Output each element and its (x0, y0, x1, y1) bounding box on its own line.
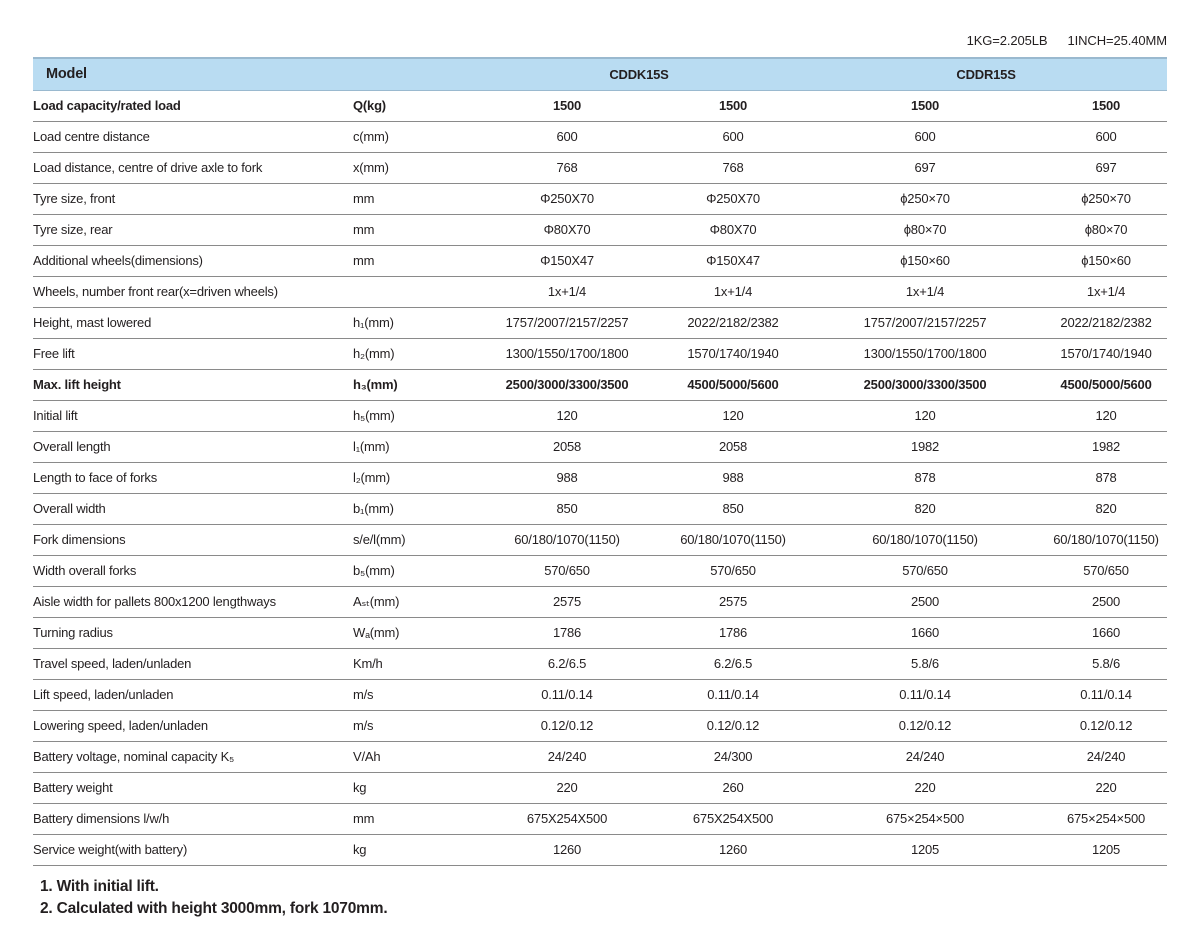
spec-name: Turning radius (33, 625, 113, 640)
spec-value: 260 (722, 780, 744, 795)
table-row (33, 338, 1167, 369)
spec-value: 1500 (1091, 98, 1121, 113)
model-header-cddk15s: CDDK15S (473, 58, 805, 90)
spec-name: Length to face of forks (33, 470, 158, 485)
spec-name: Load capacity/rated load (33, 98, 181, 113)
spec-unit: Q(kg) (353, 98, 386, 113)
unit-header (353, 58, 473, 90)
spec-unit: Aₛₜ(mm) (353, 593, 400, 609)
spec-value: 120 (722, 408, 744, 423)
spec-name: Wheels, number front rear(x=driven wheels) (33, 284, 278, 299)
table-row (33, 307, 1167, 338)
spec-unit: kg (353, 842, 367, 857)
table-row (33, 617, 1167, 648)
table-row (33, 90, 1167, 121)
spec-name: Tyre size, rear (33, 222, 113, 237)
spec-value: 2500 (1091, 594, 1121, 609)
spec-value: 2500/3000/3300/3500 (505, 377, 629, 392)
table-row (33, 276, 1167, 307)
spec-name: Width overall forks (33, 563, 137, 578)
spec-value: 0.11/0.14 (541, 687, 593, 702)
spec-value: 1500 (910, 98, 940, 113)
spec-value: 120 (556, 408, 578, 423)
footnotes (40, 876, 387, 920)
spec-value: 675×254×500 (1066, 811, 1146, 826)
spec-value: 768 (556, 160, 578, 175)
spec-value: 2575 (718, 594, 748, 609)
spec-value: 0.11/0.14 (899, 687, 951, 702)
spec-unit: Wₐ(mm) (353, 625, 400, 640)
spec-name: Lift speed, laden/unladen (33, 687, 174, 702)
spec-value: 675×254×500 (885, 811, 965, 826)
spec-value: Φ250X70 (540, 191, 594, 206)
spec-value: 220 (1095, 780, 1117, 795)
spec-value: 570/650 (902, 563, 948, 578)
spec-unit: mm (353, 253, 375, 268)
spec-value: ϕ150×60 (1081, 253, 1131, 268)
spec-value: 120 (914, 408, 936, 423)
spec-value: 24/240 (1086, 749, 1126, 764)
spec-value: 1x+1/4 (905, 284, 945, 299)
spec-unit: kg (353, 780, 367, 795)
spec-unit: h₅(mm) (353, 408, 395, 423)
spec-value: 850 (556, 501, 578, 516)
spec-value: 24/300 (713, 749, 753, 764)
spec-unit: l₁(mm) (353, 439, 390, 454)
spec-value: 24/240 (905, 749, 945, 764)
spec-unit: V/Ah (353, 749, 381, 764)
spec-name: Tyre size, front (33, 191, 116, 206)
spec-value: ϕ150×60 (900, 253, 950, 268)
spec-value: 0.12/0.12 (540, 718, 594, 733)
table-row (33, 648, 1167, 679)
spec-value: 1x+1/4 (547, 284, 587, 299)
spec-name: Additional wheels(dimensions) (33, 253, 203, 268)
spec-unit: h₁(mm) (353, 315, 394, 330)
spec-value: 1260 (718, 842, 748, 857)
spec-value: 5.8/6 (911, 656, 939, 671)
spec-value: 988 (722, 470, 744, 485)
table-row (33, 121, 1167, 152)
spec-value: 2500/3000/3300/3500 (863, 377, 987, 392)
table-row (33, 462, 1167, 493)
spec-value: 570/650 (1083, 563, 1129, 578)
spec-value: 600 (1095, 129, 1117, 144)
footnote: 2. Calculated with height 3000mm, fork 1070mm. (40, 900, 388, 917)
spec-value: 120 (1095, 408, 1117, 423)
spec-value: 850 (722, 501, 744, 516)
spec-value: 675X254X500 (692, 811, 774, 826)
spec-name: Service weight(with battery) (33, 842, 188, 857)
spec-value: 0.12/0.12 (1079, 718, 1133, 733)
spec-value: 1570/1740/1940 (1060, 346, 1152, 361)
spec-name: Free lift (33, 346, 75, 361)
spec-name: Fork dimensions (33, 532, 126, 547)
table-row (33, 183, 1167, 214)
spec-value: 675X254X500 (526, 811, 608, 826)
spec-name: Travel speed, laden/unladen (33, 656, 192, 671)
spec-value: 6.2/6.5 (547, 656, 587, 671)
spec-unit: b₅(mm) (353, 563, 395, 578)
spec-name: Max. lift height (33, 377, 121, 392)
specification-table (33, 57, 1167, 866)
spec-value: 697 (1095, 160, 1117, 175)
spec-value: 1x+1/4 (1086, 284, 1126, 299)
spec-value: 2022/2182/2382 (1060, 315, 1152, 330)
spec-unit: h₂(mm) (353, 346, 395, 361)
spec-value: 988 (556, 470, 578, 485)
spec-value: 0.11/0.14 (1080, 687, 1132, 702)
spec-value: 1500 (718, 98, 748, 113)
spec-unit: c(mm) (353, 129, 389, 144)
spec-value: 1300/1550/1700/1800 (863, 346, 987, 361)
spec-value: 1982 (910, 439, 940, 454)
footnote: 1. With initial lift. (40, 878, 159, 895)
spec-name: Load centre distance (33, 129, 150, 144)
table-row (33, 152, 1167, 183)
spec-value: Φ80X70 (709, 222, 757, 237)
spec-value: 60/180/1070(1150) (1053, 532, 1159, 547)
table-row (33, 214, 1167, 245)
spec-value: 1786 (718, 625, 748, 640)
specification-rows (33, 90, 1167, 865)
table-row (33, 586, 1167, 617)
spec-value: Φ150X47 (706, 253, 760, 268)
model-header-label: Model (33, 58, 353, 90)
table-row (33, 555, 1167, 586)
spec-value: 60/180/1070(1150) (514, 532, 620, 547)
spec-value: 1260 (552, 842, 582, 857)
spec-unit: s/e/l(mm) (353, 532, 406, 547)
spec-unit: x(mm) (353, 160, 389, 175)
table-row (33, 679, 1167, 710)
spec-value: 1757/2007/2157/2257 (863, 315, 987, 330)
spec-value: 820 (1095, 501, 1117, 516)
spec-value: 600 (722, 129, 744, 144)
spec-name: Battery dimensions l/w/h (33, 811, 170, 826)
table-row (33, 803, 1167, 834)
spec-value: 220 (914, 780, 936, 795)
spec-value: 1x+1/4 (713, 284, 753, 299)
spec-value: 1660 (1091, 625, 1121, 640)
spec-value: 600 (556, 129, 578, 144)
model-header-cddr15s: CDDR15S (805, 58, 1167, 90)
unit-conversion-note (967, 33, 1167, 48)
spec-value: 2500 (910, 594, 940, 609)
spec-name: Load distance, centre of drive axle to fork (33, 160, 263, 175)
spec-name: Height, mast lowered (33, 315, 152, 330)
spec-value: 2575 (552, 594, 582, 609)
spec-unit (353, 276, 473, 307)
table-row (33, 369, 1167, 400)
spec-name: Battery voltage, nominal capacity K₅ (33, 749, 235, 764)
spec-value: 600 (914, 129, 936, 144)
spec-value: 570/650 (710, 563, 756, 578)
spec-value: 1982 (1091, 439, 1121, 454)
spec-unit: mm (353, 191, 375, 206)
table-row (33, 400, 1167, 431)
spec-value: 24/240 (547, 749, 587, 764)
spec-name: Initial lift (33, 408, 78, 423)
spec-name: Battery weight (33, 780, 113, 795)
spec-value: 1300/1550/1700/1800 (505, 346, 629, 361)
table-row (33, 772, 1167, 803)
spec-value: 570/650 (544, 563, 590, 578)
spec-value: 4500/5000/5600 (1060, 377, 1152, 392)
spec-value: 1786 (552, 625, 582, 640)
spec-value: 0.12/0.12 (706, 718, 760, 733)
spec-value: 4500/5000/5600 (687, 377, 779, 392)
spec-value: Φ250X70 (706, 191, 760, 206)
table-row (33, 741, 1167, 772)
spec-value: 820 (914, 501, 936, 516)
spec-unit: Km/h (353, 656, 383, 671)
spec-value: 1205 (1091, 842, 1121, 857)
spec-value: 1500 (552, 98, 582, 113)
spec-value: 1205 (910, 842, 940, 857)
table-row (33, 245, 1167, 276)
spec-name: Overall length (33, 439, 111, 454)
spec-value: 768 (722, 160, 744, 175)
spec-value: Φ150X47 (540, 253, 594, 268)
table-header-row (33, 58, 1167, 90)
spec-value: 1757/2007/2157/2257 (505, 315, 629, 330)
spec-value: 1660 (910, 625, 940, 640)
spec-value: 60/180/1070(1150) (872, 532, 978, 547)
table-row (33, 431, 1167, 462)
spec-name: Aisle width for pallets 800x1200 lengthways (33, 594, 276, 609)
spec-unit: b₁(mm) (353, 501, 394, 516)
spec-value: ϕ80×70 (903, 222, 947, 237)
spec-unit: mm (353, 811, 375, 826)
spec-unit: m/s (353, 687, 374, 702)
inch-conversion: 1INCH=25.40MM (1067, 33, 1167, 48)
spec-value: ϕ250×70 (1081, 191, 1131, 206)
spec-value: 2058 (718, 439, 748, 454)
spec-value: 0.11/0.14 (707, 687, 759, 702)
spec-value: 60/180/1070(1150) (680, 532, 786, 547)
kg-conversion: 1KG=2.205LB (966, 33, 1048, 48)
spec-value: 878 (914, 470, 936, 485)
spec-value: 6.2/6.5 (713, 656, 753, 671)
spec-value: 2022/2182/2382 (687, 315, 779, 330)
table-row (33, 524, 1167, 555)
table-row (33, 493, 1167, 524)
spec-unit: h₃(mm) (353, 377, 398, 392)
spec-name: Lowering speed, laden/unladen (33, 718, 208, 733)
spec-value: 878 (1095, 470, 1117, 485)
spec-unit: mm (353, 222, 375, 237)
spec-value: Φ80X70 (543, 222, 591, 237)
spec-value: ϕ80×70 (1084, 222, 1128, 237)
spec-unit: l₂(mm) (353, 470, 391, 485)
spec-value: 2058 (552, 439, 582, 454)
table-row (33, 834, 1167, 865)
spec-value: 0.12/0.12 (898, 718, 952, 733)
spec-value: 5.8/6 (1092, 656, 1120, 671)
spec-unit: m/s (353, 718, 374, 733)
spec-value: 220 (556, 780, 578, 795)
spec-name: Overall width (33, 501, 106, 516)
table-row (33, 710, 1167, 741)
spec-value: ϕ250×70 (900, 191, 950, 206)
spec-value: 1570/1740/1940 (687, 346, 779, 361)
spec-value: 697 (914, 160, 936, 175)
